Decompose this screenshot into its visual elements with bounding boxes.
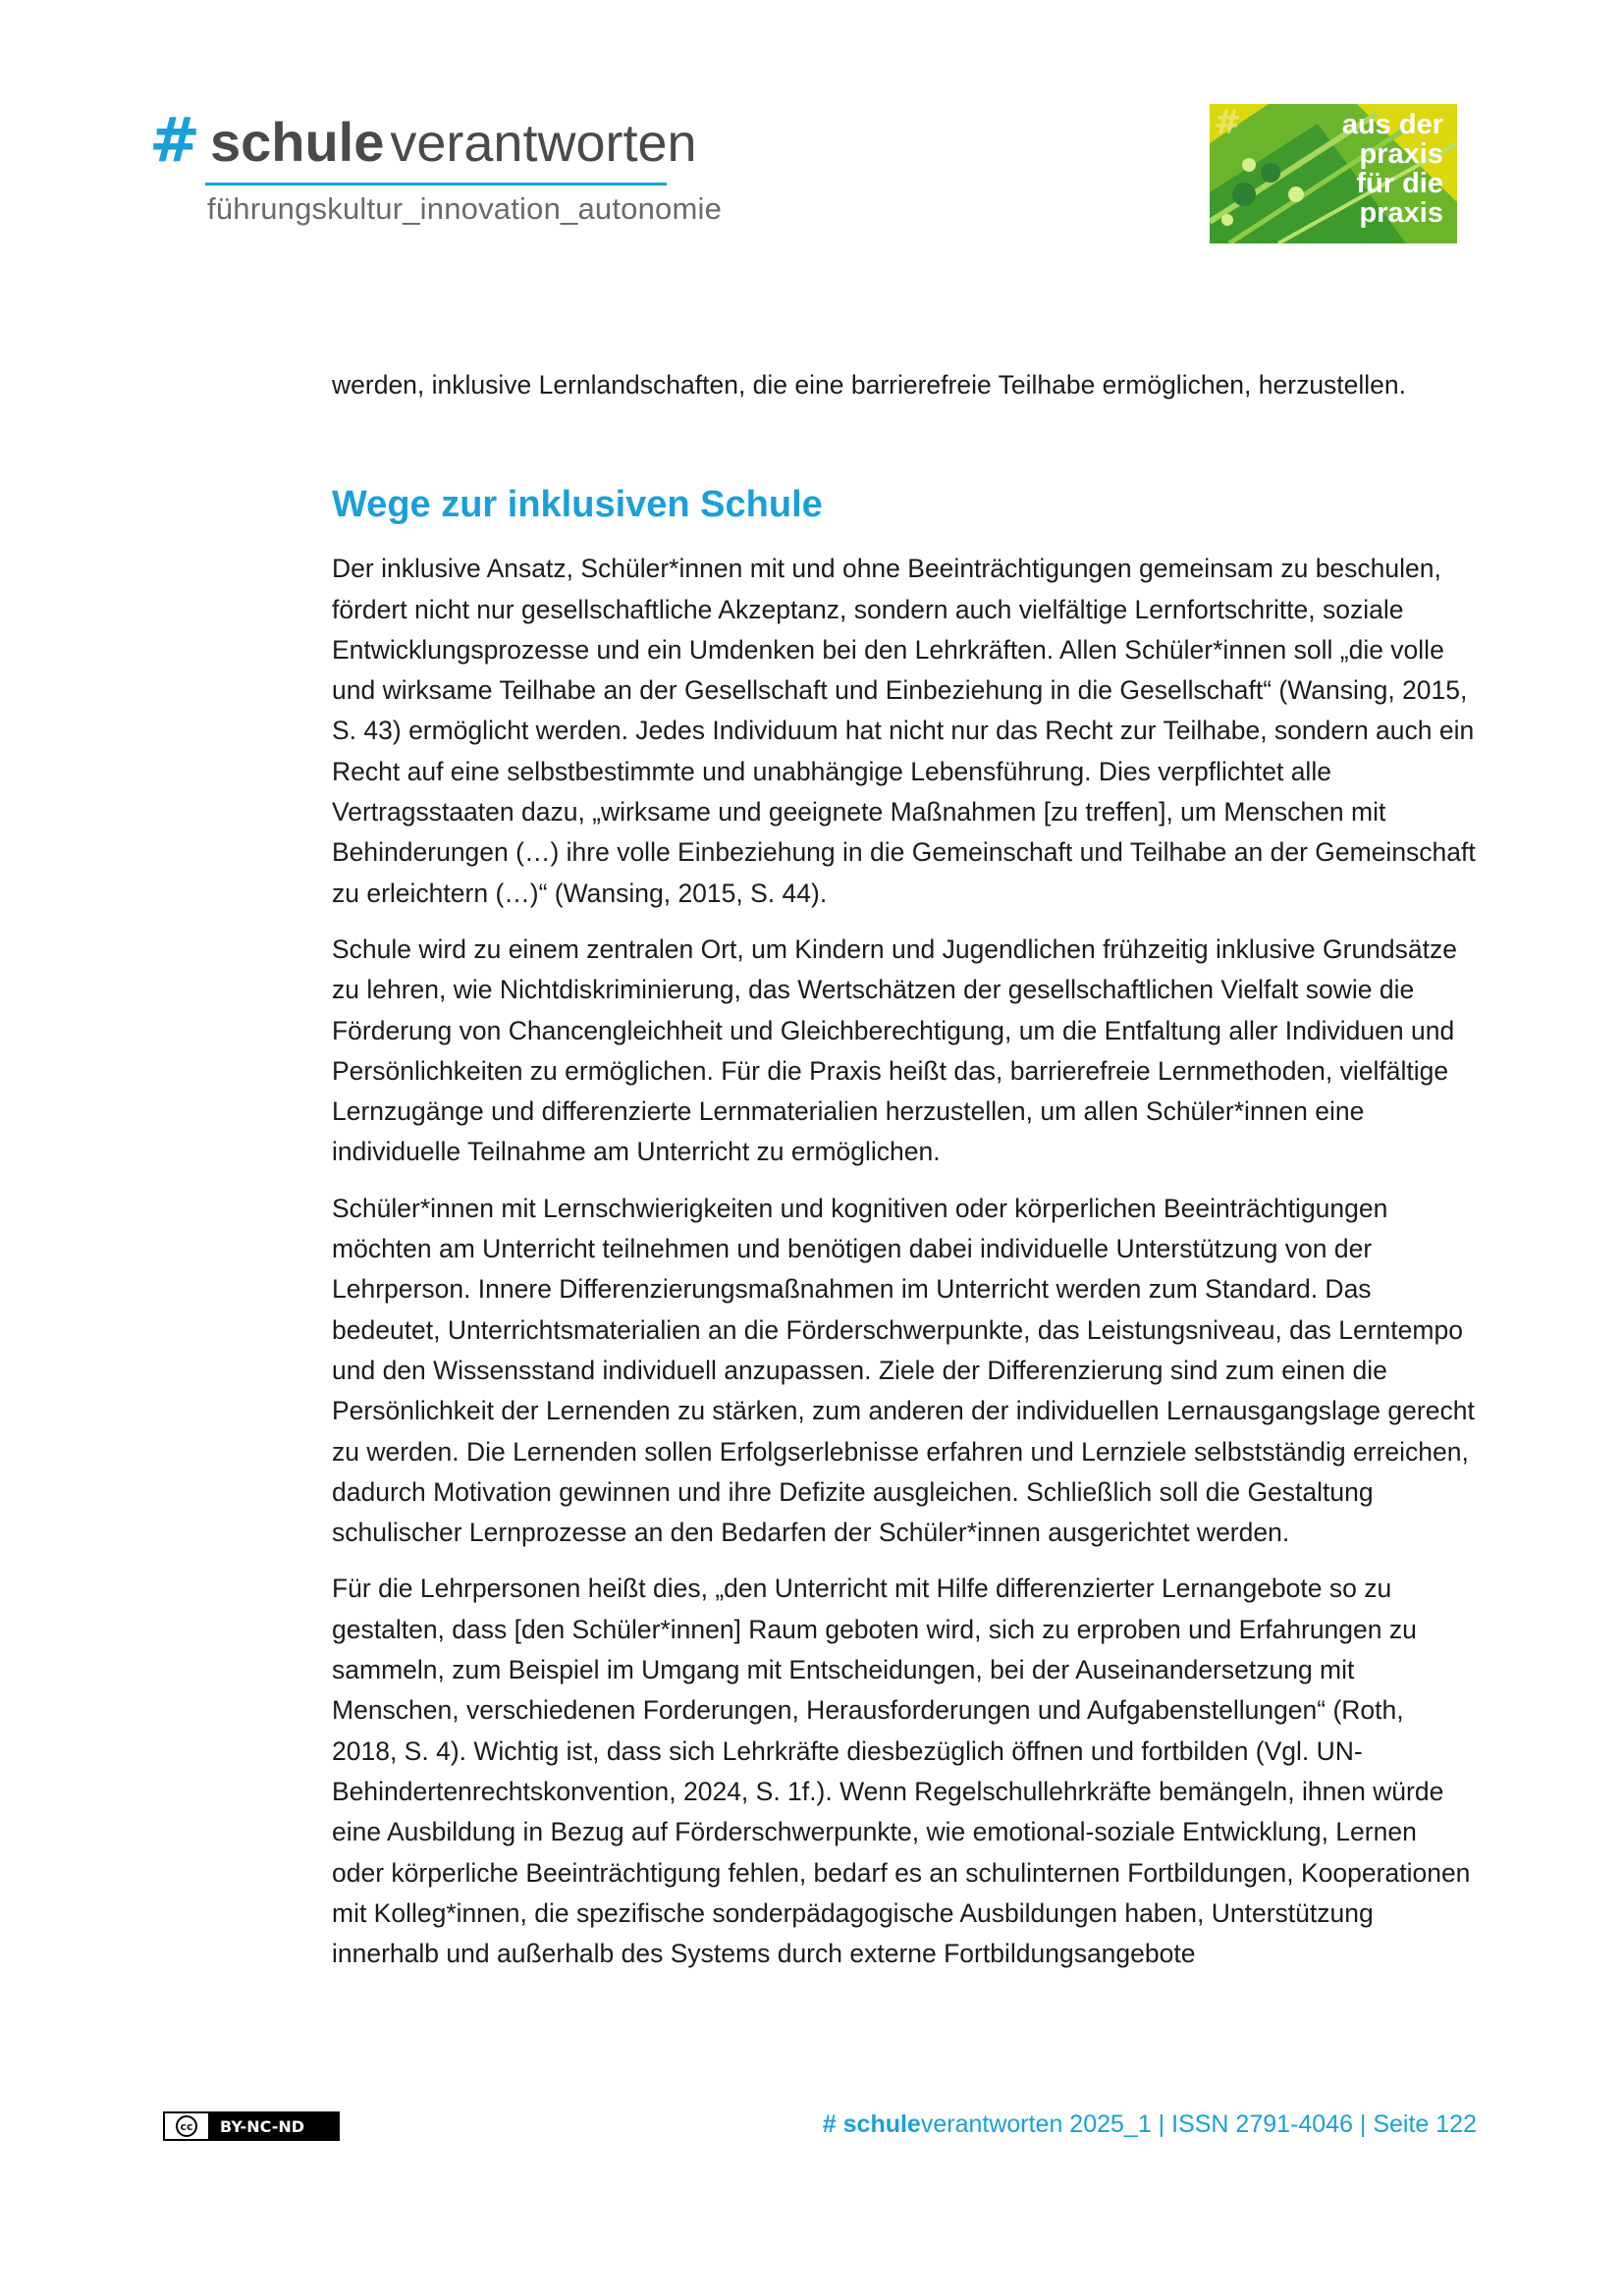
cc-symbol: cc xyxy=(176,2115,197,2137)
footer-journal-bold: schule xyxy=(842,2110,921,2138)
footer-hash: # xyxy=(822,2110,843,2138)
logo-wordmark xyxy=(149,104,699,179)
badge-line: praxis xyxy=(1359,138,1443,170)
body-paragraph: Schüler*innen mit Lernschwierigkeiten und kognitiven oder körperlichen Beeinträchtigungen möchten am Unterricht teilnehmen und benötigen dabei individuelle Unterstützung von der Lehrperson. Innere Differenzierungsmaßnahmen im Unterricht werden zum Standard. Das bedeutet, Unterrichtsmaterialien an die Förderschwerpunkte, das Leistungsniveau, das Lerntempo und den Wissensstand individuell anzupassen. Ziele der Differenzierung sind zum einen die Persönlichkeit der Lernenden zu stärken, zum anderen der individuellen Lernausgangslage gerecht zu werden. Die Lernenden sollen Erfolgserlebnisse erfahren und Lernziele selbstständig erreichen, dadurch Motivation gewinnen und ihre Defizite ausgleichen. Schließlich soll die Gestaltung schulischer Lernprozesse an den Bedarfen der Schüler*innen ausgerichtet werden. xyxy=(332,1193,1475,1548)
logo-schule: schule xyxy=(209,111,385,173)
badge-line: aus der xyxy=(1341,109,1443,140)
badge-line: für die xyxy=(1356,168,1443,199)
badge-line: praxis xyxy=(1359,197,1443,229)
cc-license-label: BY-NC-ND xyxy=(220,2116,305,2136)
svg-text:#: # xyxy=(1214,104,1242,142)
logo-verantworten: verantworten xyxy=(390,114,697,173)
cc-license-badge xyxy=(163,2111,340,2141)
logo-underline xyxy=(205,183,667,186)
article-body xyxy=(332,365,1476,1974)
section-heading: Wege zur inklusiven Schule xyxy=(332,484,823,526)
cc-icon xyxy=(165,2113,210,2139)
intro-paragraph: werden, inklusive Lernlandschaften, die eine barrierefreie Teilhabe ermöglichen, herzustellen. xyxy=(332,370,1407,400)
journal-logo xyxy=(149,104,723,227)
body-paragraph: Für die Lehrpersonen heißt dies, „den Unterricht mit Hilfe differenzierter Lernangebote so zu gestalten, dass [den Schüler*innen] Raum geboten wird, sich zu erproben und Erfahrungen zu sammeln, zum Beispiel im Umgang mit Entscheidungen, bei der Auseinandersetzung mit Menschen, verschiedenen Forderungen, Herausforderungen und Aufgabenstellungen“ (Roth, 2018, S. 4). Wichtig ist, dass sich Lehrkräfte diesbezüglich öffnen und fortbilden (Vgl. UN-Behindertenrechtskonvention, 2024, S. 1f.). Wenn Regelschullehrkräfte bemängeln, ihnen würde eine Ausbildung in Bezug auf Förderschwerpunkte, wie emotional-soziale Entwicklung, Lernen oder körperliche Beeinträchtigung fehlen, bedarf es an schulinternen Fortbildungen, Kooperationen mit Kolleg*innen, die spezifische sonderpädagogische Ausbildungen haben, Unterstützung innerhalb und außerhalb des Systems durch externe Fortbildungsangebote xyxy=(332,1574,1471,1969)
body-paragraph: Schule wird zu einem zentralen Ort, um Kindern und Jugendlichen frühzeitig inklusive Grundsätze zu lehren, wie Nichtdiskriminierung, das Wertschätzen der gesellschaftlichen Vielfalt sowie die Förderung von Chancengleichheit und Gleichberechtigung, um die Entfaltung aller Individuen und Persönlichkeiten zu ermöglichen. Für die Praxis heißt das, barrierefreie Lernmethoden, vielfältige Lernzugänge und differenzierte Lernmaterialien herzustellen, um allen Schüler*innen eine individuelle Teilnahme am Unterricht zu ermöglichen. xyxy=(332,934,1457,1167)
footer-citation xyxy=(823,2110,1477,2139)
logo-hash-symbol: # xyxy=(149,104,200,176)
body-paragraph: Der inklusive Ansatz, Schüler*innen mit und ohne Beeinträchtigungen gemeinsam zu beschulen, fördert nicht nur gesellschaftliche Akzeptanz, sondern auch vielfältige Lernfortschritte, soziale Entwicklungsprozesse und ein Umdenken bei den Lehrkräften. Allen Schüler*innen soll „die volle und wirksame Teilhabe an der Gesellschaft und Einbeziehung in die Gesellschaft“ (Wansing, 2015, S. 43) ermöglicht werden. Jedes Individuum hat nicht nur das Recht zur Teilhabe, sondern auch ein Recht auf eine selbstbestimmte und unabhängige Lebensführung. Dies verpflichtet alle Vertragsstaaten dazu, „wirksame und geeignete Maßnahmen [zu treffen], um Menschen mit Behinderungen (…) ihre volle Einbeziehung in die Gemeinschaft und Teilhabe an der Gemeinschaft zu erleichtern (…)“ (Wansing, 2015, S. 44). xyxy=(332,554,1476,908)
badge-text xyxy=(1342,110,1443,228)
footer-journal-rest: verantworten 2025_1 | ISSN 2791-4046 | Seite 122 xyxy=(920,2110,1477,2138)
logo-tagline: führungskultur_innovation_autonomie xyxy=(207,191,723,226)
praxis-badge xyxy=(1210,104,1457,243)
